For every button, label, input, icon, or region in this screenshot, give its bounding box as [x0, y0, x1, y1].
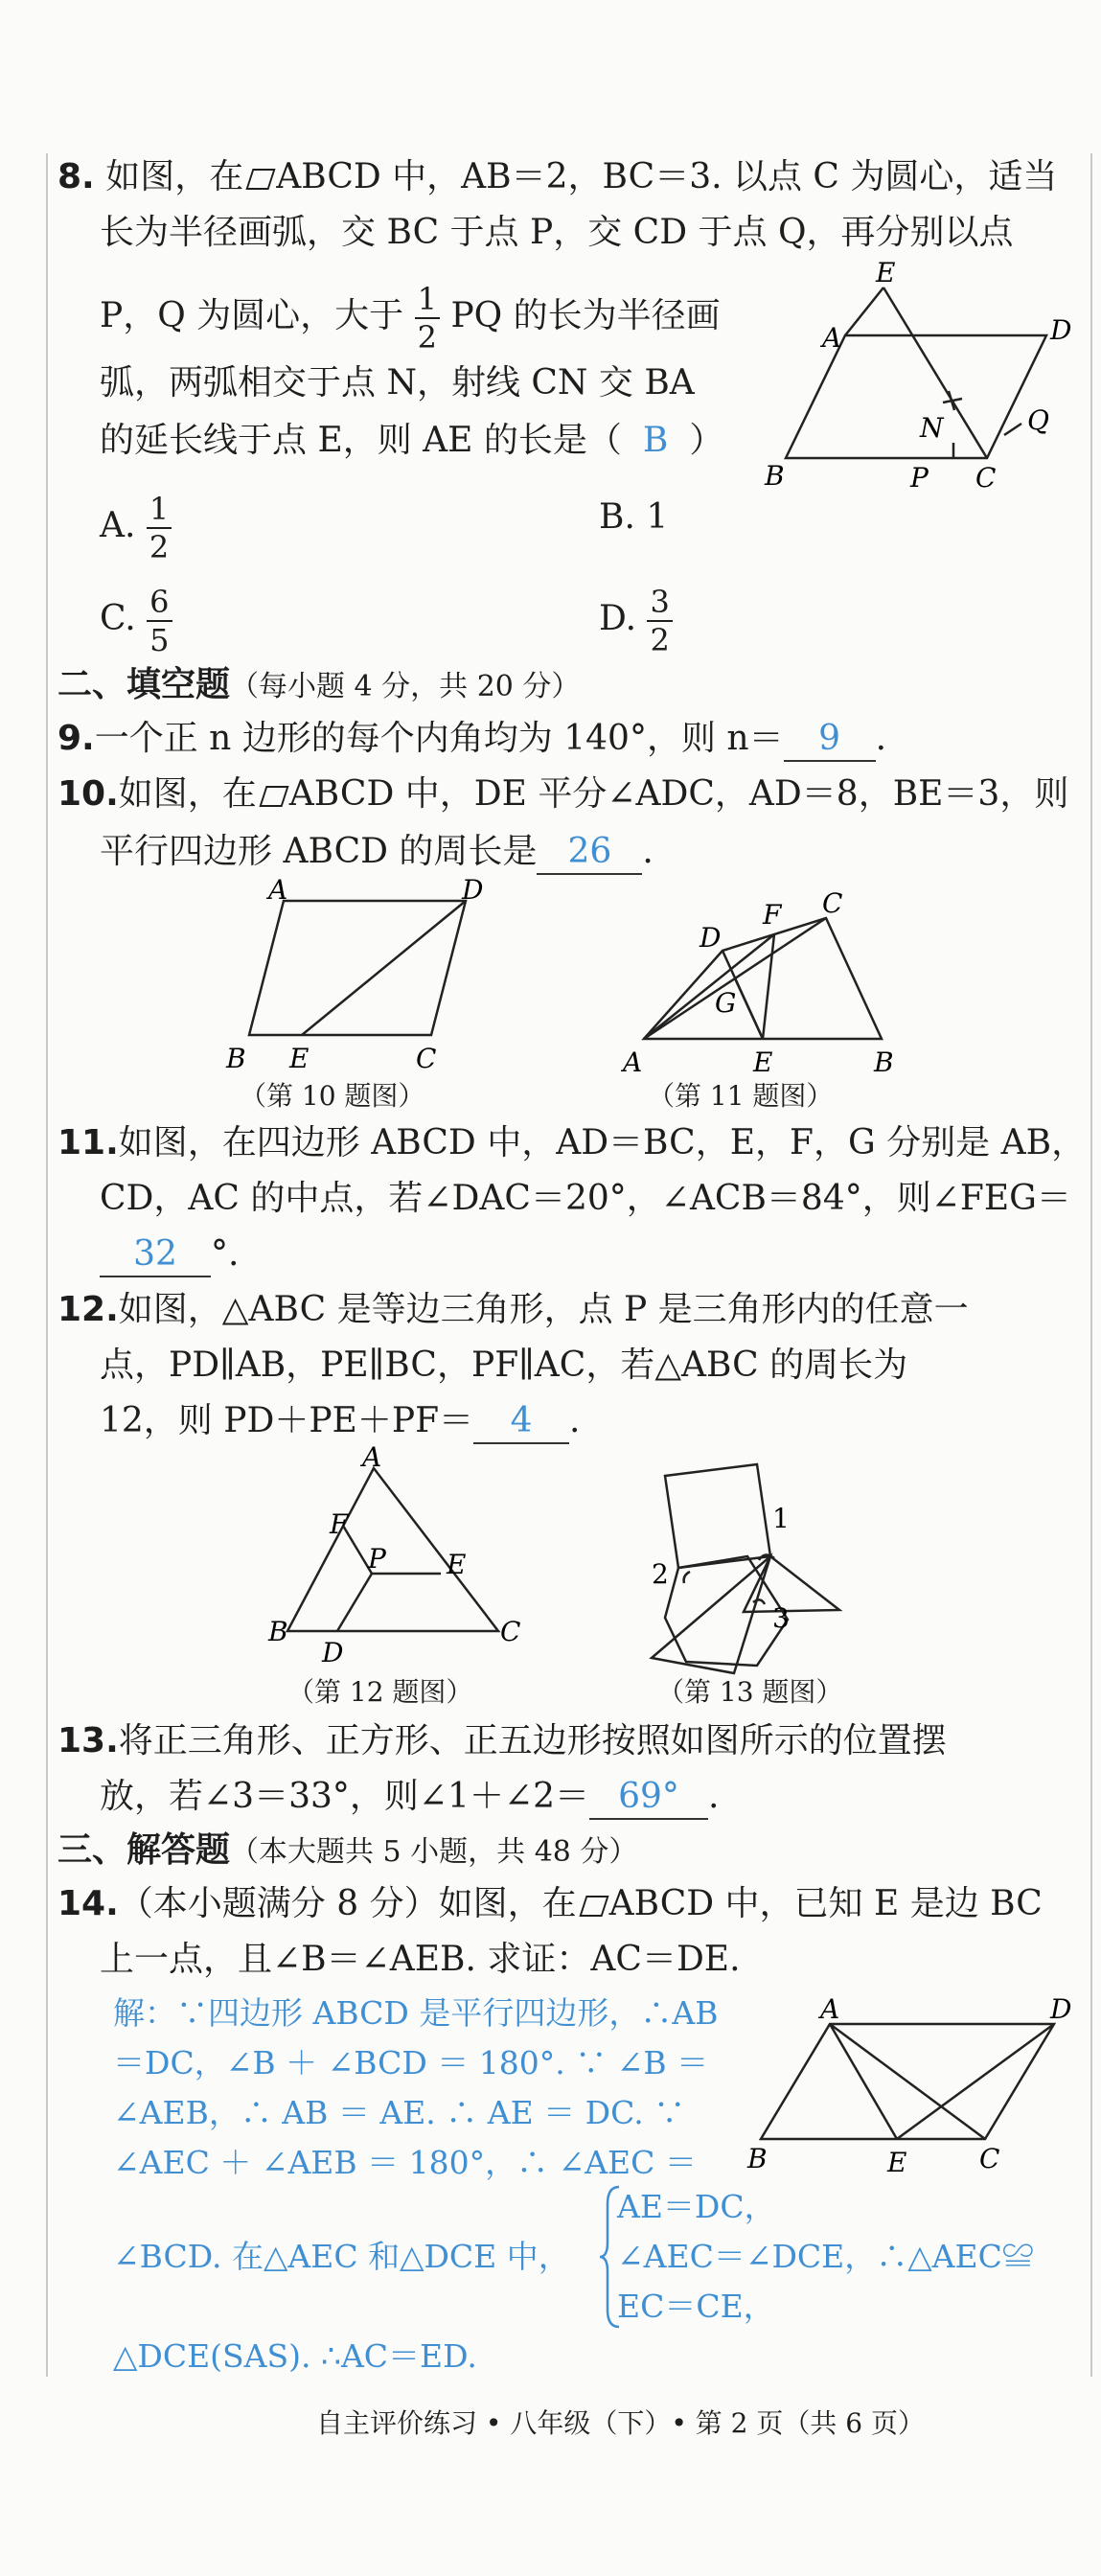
- q8-label-d: D: [1050, 314, 1072, 346]
- q8-label-c: C: [975, 462, 997, 494]
- q11-label-d: D: [700, 922, 722, 954]
- q12-label-c: C: [500, 1616, 521, 1647]
- q14-solution-line6: △DCE(SAS). ∴AC＝ED.: [113, 2337, 477, 2375]
- q8-line5: 的延长线于点 E，则 AE 的长是（ B ）: [100, 421, 724, 460]
- q12-label-b: B: [268, 1616, 288, 1647]
- q14-line2: 上一点，且∠B＝∠AEB. 求证：AC＝DE.: [100, 1940, 741, 1979]
- q10-line2: 平行四边形 ABCD 的周长是 26 .: [100, 828, 654, 876]
- q8-label-a: A: [822, 322, 842, 354]
- q8-option-a: A. $\frac{1}{2}$: [100, 494, 172, 563]
- q10-line1: 10.如图，在 ABCD 中，DE 平分∠ADC，AD＝8，BE＝3，则: [57, 774, 1069, 814]
- q14-solution-line5: ∠BCD. 在△AEC 和△DCE 中，: [113, 2238, 570, 2275]
- q12-line1: 12.如图，△ABC 是等边三角形，点 P 是三角形内的任意一: [57, 1290, 969, 1329]
- q14-label-d: D: [1050, 1993, 1072, 2025]
- q12-label-f: F: [330, 1508, 349, 1540]
- q11-line1: 11.如图，在四边形 ABCD 中，AD＝BC，E，F，G 分别是 AB，: [57, 1123, 1087, 1162]
- q12-line3: 12，则 PD＋PE＋PF＝ 4 .: [100, 1397, 581, 1445]
- q11-label-f: F: [763, 899, 782, 931]
- q10-caption: （第 10 题图）: [240, 1080, 425, 1112]
- q14-line1: 14.（本小题满分 8 分）如图，在 ABCD 中，已知 E 是边 BC: [57, 1884, 1043, 1923]
- q10-figure: [220, 874, 498, 1074]
- q10-label-c: C: [416, 1043, 437, 1074]
- q11-label-a: A: [623, 1046, 643, 1078]
- q8-line1: 8. 如图，在 ABCD 中，AB＝2，BC＝3. 以点 C 为圆心，适当: [57, 157, 1058, 196]
- q12-answer: 4: [473, 1400, 569, 1444]
- q12-line2: 点，PD∥AB，PE∥BC，PF∥AC，若△ABC 的周长为: [100, 1346, 908, 1385]
- q8-label-p: P: [910, 462, 929, 494]
- q8-label-b: B: [765, 460, 785, 492]
- q14-brace-line3: EC＝CE，: [617, 2288, 775, 2325]
- fraction-half: $\frac{1}{2}$: [415, 284, 440, 353]
- q14-brace-line1: AE＝DC，: [617, 2188, 776, 2225]
- q11-figure: [623, 889, 910, 1081]
- q8-answer: B: [642, 421, 669, 460]
- q10-label-e: E: [289, 1043, 310, 1074]
- q8-option-d: D. $\frac{3}{2}$: [599, 586, 673, 656]
- parallelogram-symbol: [579, 1896, 608, 1917]
- q10-label-a: A: [268, 874, 288, 906]
- q11-label-g: G: [715, 987, 737, 1019]
- q11-label-c: C: [822, 887, 843, 919]
- left-margin-line: [46, 153, 48, 2377]
- q14-solution-line4: ∠AEC ＋ ∠AEB ＝ 180°，∴ ∠AEC ＝: [113, 2144, 697, 2181]
- q14-label-b: B: [747, 2143, 768, 2174]
- q11-label-b: B: [874, 1046, 894, 1078]
- right-margin-line: [1090, 153, 1092, 2377]
- q12-label-p: P: [368, 1543, 386, 1575]
- q14-label-a: A: [820, 1993, 840, 2025]
- q8-line2: 长为半径画弧，交 BC 于点 P，交 CD 于点 Q，再分别以点: [100, 213, 1014, 252]
- q14-solution-line2: ＝DC，∠B ＋ ∠BCD ＝ 180°. ∵ ∠B ＝: [113, 2044, 709, 2082]
- q11-line2: CD，AC 的中点，若∠DAC＝20°，∠ACB＝84°，则∠FEG＝: [100, 1179, 1071, 1218]
- q8-figure: [757, 259, 1073, 498]
- q9-answer: 9: [784, 718, 876, 762]
- parallelogram-symbol: [246, 169, 276, 190]
- parallelogram-symbol: [259, 786, 288, 807]
- q9: 9.一个正 n 边形的每个内角均为 140°，则 n＝ 9 .: [57, 715, 886, 763]
- q8-label-n: N: [920, 412, 944, 444]
- q11-line3: 32 °.: [100, 1230, 239, 1278]
- q8-label-q: Q: [1027, 404, 1049, 436]
- q11-label-e: E: [753, 1046, 773, 1078]
- q14-label-e: E: [887, 2147, 907, 2178]
- q13-answer: 69°: [589, 1776, 708, 1820]
- q13-figure: [652, 1457, 862, 1668]
- q13-caption: （第 13 题图）: [657, 1676, 843, 1708]
- q12-caption: （第 12 题图）: [287, 1676, 473, 1708]
- q14-figure: [747, 1986, 1073, 2177]
- q14-solution-line1: 解：∵四边形 ABCD 是平行四边形，∴AB: [113, 1994, 719, 2032]
- q14-solution-line3: ∠AEB，∴ AB ＝ AE. ∴ AE ＝ DC. ∵: [113, 2094, 686, 2131]
- q10-answer: 26: [537, 831, 642, 875]
- q13-label-3: 3: [772, 1602, 790, 1634]
- q10-label-b: B: [226, 1043, 246, 1074]
- q12-label-d: D: [322, 1637, 344, 1668]
- q11-answer: 32: [100, 1233, 211, 1277]
- q13-label-1: 1: [772, 1503, 790, 1534]
- q8-line4: 弧，两弧相交于点 N，射线 CN 交 BA: [100, 363, 695, 402]
- q8-line3: P，Q 为圆心，大于 $\frac{1}{2}$ PQ 的长为半径画: [100, 281, 721, 356]
- q13-line2: 放，若∠3＝33°，则∠1＋∠2＝ 69° .: [100, 1773, 719, 1821]
- q12-figure: [259, 1441, 521, 1669]
- q11-caption: （第 11 题图）: [648, 1080, 834, 1112]
- q14-label-c: C: [979, 2143, 1000, 2174]
- q8-option-c: C. $\frac{6}{5}$: [100, 586, 172, 656]
- q13-line1: 13.将正三角形、正方形、正五边形按照如图所示的位置摆: [57, 1721, 947, 1760]
- q8-label-e: E: [876, 257, 896, 288]
- section3-heading: 三、解答题（本大题共 5 小题，共 48 分）: [57, 1830, 638, 1870]
- q10-label-d: D: [462, 874, 484, 906]
- page-footer: 自主评价练习 • 八年级（下）• 第 2 页（共 6 页）: [316, 2407, 925, 2439]
- q12-label-a: A: [362, 1441, 382, 1473]
- section2-heading: 二、填空题（每小题 4 分，共 20 分）: [57, 665, 581, 704]
- q12-label-e: E: [447, 1549, 467, 1580]
- q8-option-b: B. 1: [599, 497, 669, 537]
- q14-brace-line2: ∠AEC＝∠DCE，∴△AEC≌: [617, 2238, 1034, 2275]
- q13-label-2: 2: [652, 1558, 669, 1590]
